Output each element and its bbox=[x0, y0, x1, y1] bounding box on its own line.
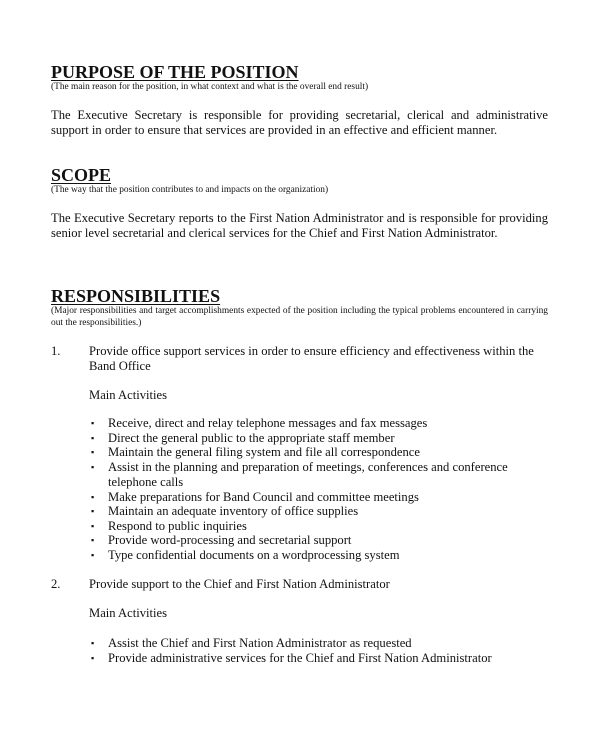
list-item-continuation: telephone calls bbox=[108, 475, 184, 489]
bullet-icon: ▪ bbox=[91, 447, 95, 457]
scope-paragraph: The Executive Secretary reports to the First Nation Administrator and is responsible for providing senior level secretarial and clerical services for the Chief and First Nation Administrator. bbox=[51, 211, 548, 240]
scope-note: (The way that the position contributes to and impacts on the organization) bbox=[51, 185, 329, 195]
item-number: 2. bbox=[51, 577, 61, 591]
bullet-icon: ▪ bbox=[91, 638, 95, 648]
bullet-icon: ▪ bbox=[91, 653, 95, 663]
responsibilities-heading: RESPONSIBILITIES bbox=[51, 286, 221, 306]
bullet-icon: ▪ bbox=[91, 418, 95, 428]
bullet-icon: ▪ bbox=[91, 492, 95, 502]
list-item: Respond to public inquiries bbox=[108, 519, 247, 533]
main-activities-label: Main Activities bbox=[89, 606, 168, 620]
list-item: Maintain the general filing system and file all correspondence bbox=[108, 445, 420, 459]
bullet-icon: ▪ bbox=[91, 535, 95, 545]
purpose-paragraph: The Executive Secretary is responsible for providing secretarial, clerical and administrative support in order to ensure that services are provided in an effective and efficient manner. bbox=[51, 108, 548, 137]
item-title-line: Provide support to the Chief and First Nation Administrator bbox=[89, 577, 390, 591]
bullet-icon: ▪ bbox=[91, 433, 95, 443]
list-item: Maintain an adequate inventory of office supplies bbox=[108, 504, 359, 518]
item-number: 1. bbox=[51, 344, 61, 358]
responsibilities-note: (Major responsibilities and target accomplishments expected of the position including the typical problems encountered in carrying out the responsibilities.) bbox=[51, 306, 548, 328]
purpose-heading: PURPOSE OF THE POSITION bbox=[51, 62, 299, 82]
bullet-icon: ▪ bbox=[91, 521, 95, 531]
list-item: Assist in the planning and preparation of meetings, conferences and conference bbox=[108, 460, 508, 474]
main-activities-label: Main Activities bbox=[89, 388, 168, 402]
purpose-note: (The main reason for the position, in what context and what is the overall end result) bbox=[51, 82, 369, 92]
list-item: Type confidential documents on a wordprocessing system bbox=[108, 548, 400, 562]
bullet-icon: ▪ bbox=[91, 506, 95, 516]
scope-heading: SCOPE bbox=[51, 165, 112, 185]
list-item: Provide word-processing and secretarial support bbox=[108, 533, 352, 547]
item-title-line: Provide office support services in order to ensure efficiency and effectiveness within the bbox=[89, 344, 534, 358]
list-item: Provide administrative services for the Chief and First Nation Administrator bbox=[108, 651, 492, 665]
list-item: Direct the general public to the appropriate staff member bbox=[108, 431, 395, 445]
list-item: Make preparations for Band Council and committee meetings bbox=[108, 490, 419, 504]
item-title-line: Band Office bbox=[89, 359, 151, 373]
bullet-icon: ▪ bbox=[91, 550, 95, 560]
bullet-icon: ▪ bbox=[91, 462, 95, 472]
list-item: Receive, direct and relay telephone messages and fax messages bbox=[108, 416, 428, 430]
list-item: Assist the Chief and First Nation Administrator as requested bbox=[108, 636, 412, 650]
